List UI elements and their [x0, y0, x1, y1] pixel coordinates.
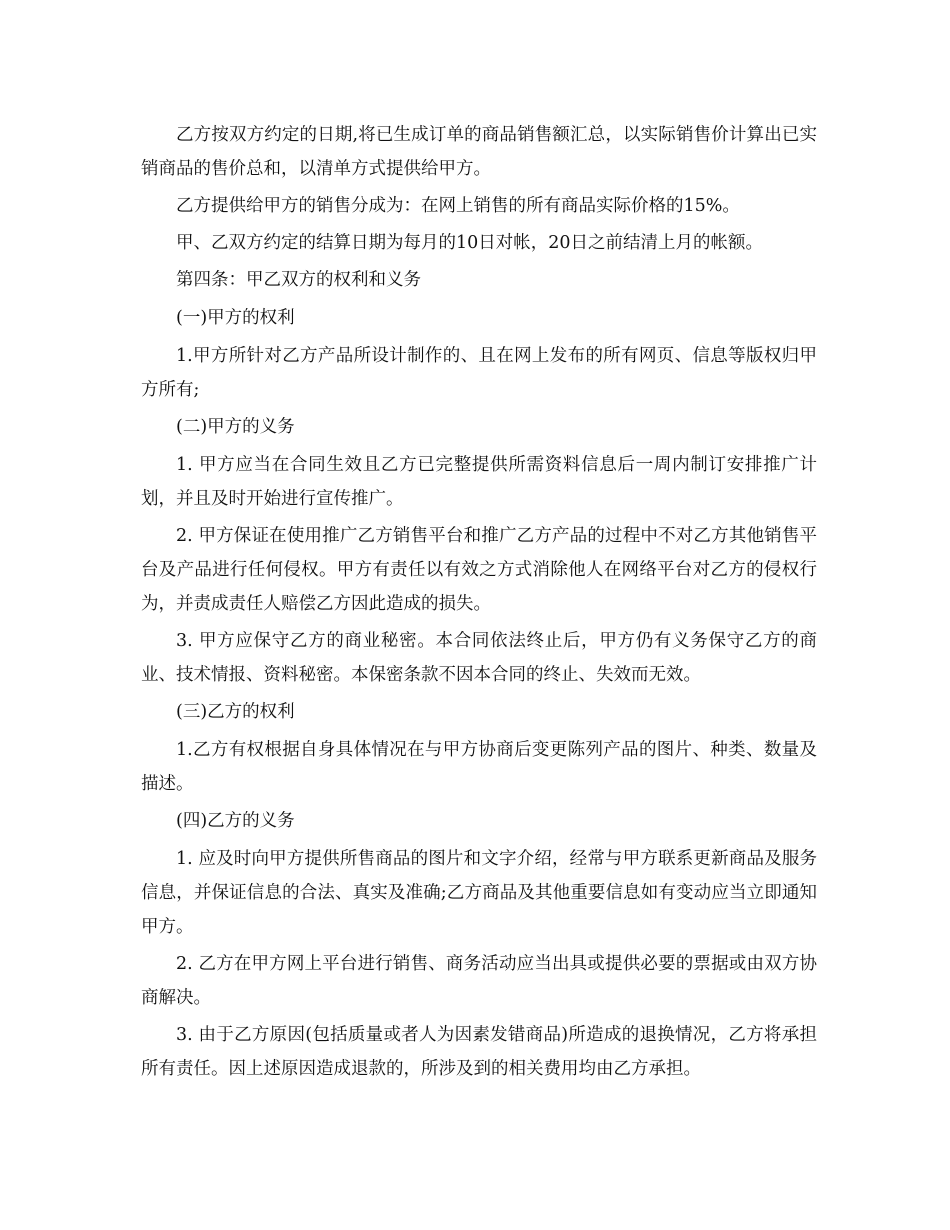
clause-a-obligations-1: 1. 甲方应当在合同生效且乙方已完整提供所需资料信息后一周内制订安排推广计划，并且及时开始进行宣传推广。	[141, 455, 817, 509]
clause-a-obligations-2: 2. 甲方保证在使用推广乙方销售平台和推广乙方产品的过程中不对乙方其他销售平台及产品进行任何侵权。甲方有责任以有效之方式消除他人在网络平台对乙方的侵权行为，并责成责任人赔偿乙方因此造成的损失。	[141, 526, 817, 614]
clause-b-obligations-3: 3. 由于乙方原因(包括质量或者人为因素发错商品)所造成的退换情况，乙方将承担所有责任。因上述原因造成退款的，所涉及到的相关费用均由乙方承担。	[141, 1025, 817, 1079]
article-four-heading: 第四条：甲乙双方的权利和义务	[176, 270, 421, 290]
clause-a-obligations-3: 3. 甲方应保守乙方的商业秘密。本合同依法终止后，甲方仍有义务保守乙方的商业、技术情报、资料秘密。本保密条款不因本合同的终止、失效而无效。	[141, 631, 817, 685]
section-party-a-rights: (一)甲方的权利	[176, 308, 295, 328]
clause-b-rights-1: 1.乙方有权根据自身具体情况在与甲方协商后变更陈列产品的图片、种类、数量及描述。	[141, 740, 817, 794]
document-body	[141, 118, 817, 1089]
clause-b-obligations-2: 2. 乙方在甲方网上平台进行销售、商务活动应当出具或提供必要的票据或由双方协商解决。	[141, 954, 817, 1008]
clause-a-rights-1: 1.甲方所针对乙方产品所设计制作的、且在网上发布的所有网页、信息等版权归甲方所有;	[141, 346, 817, 400]
paragraph-settlement-summary: 乙方按双方约定的日期,将已生成订单的商品销售额汇总，以实际销售价计算出已实销商品的售价总和，以清单方式提供给甲方。	[141, 125, 817, 179]
section-party-a-obligations: (二)甲方的义务	[176, 417, 295, 437]
paragraph-sales-share: 乙方提供给甲方的销售分成为：在网上销售的所有商品实际价格的15%。	[176, 196, 740, 216]
paragraph-settlement-date: 甲、乙双方约定的结算日期为每月的10日对帐，20日之前结清上月的帐额。	[176, 233, 764, 253]
clause-b-obligations-1: 1. 应及时向甲方提供所售商品的图片和文字介绍，经常与甲方联系更新商品及服务信息，并保证信息的合法、真实及准确;乙方商品及其他重要信息如有变动应当立即通知甲方。	[141, 849, 817, 937]
section-party-b-rights: (三)乙方的权利	[176, 702, 295, 722]
section-party-b-obligations: (四)乙方的义务	[176, 811, 295, 831]
